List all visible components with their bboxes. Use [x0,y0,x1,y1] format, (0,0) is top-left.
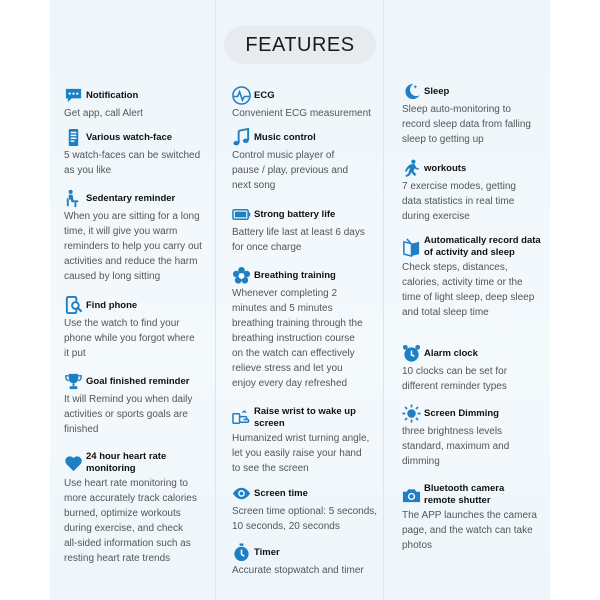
alarm-clock-icon [402,344,421,363]
feature-description-line: Use the watch to find your [64,318,180,329]
feature-battery [232,205,382,255]
feature-moon [402,82,552,147]
feature-description-line: during exercise, and check [64,523,183,534]
battery-icon [232,205,251,224]
feature-description-line: data statistics in real time [402,196,515,207]
feature-camera [402,483,552,553]
feature-title [424,235,541,259]
feature-description-line: Get app, call Alert [64,108,143,119]
feature-title-line: Raise wrist to wake up screen [254,406,356,429]
feature-description-line: record sleep data from falling [402,119,531,130]
feature-title-line: Goal finished reminder [86,375,190,387]
feature-title [424,408,499,420]
feature-description-line: three brightness levels [402,426,503,437]
trophy-icon [64,372,83,391]
feature-description [402,508,552,553]
feature-description [402,179,552,224]
feature-title [254,547,280,559]
column-divider-right [383,0,384,600]
watch-face-icon [64,128,83,147]
ecg-icon [232,86,251,105]
feature-header [232,406,382,430]
feature-sitting-person [64,189,214,284]
feature-description [64,106,214,121]
feature-description-line: activities and reduce the harm [64,256,198,267]
feature-description-line: time, it will give you warm [64,226,178,237]
feature-title-line: Bluetooth camera [424,483,505,494]
sun-icon [402,404,421,423]
feature-title [254,90,275,102]
music-note-icon [232,128,251,147]
feature-header [64,372,214,391]
feature-stopwatch [232,543,382,578]
feature-title-line: Sedentary reminder [86,192,176,204]
feature-description [64,392,214,437]
feature-title-line: Screen Dimming [424,407,499,419]
feature-description [232,286,382,391]
feature-find-phone [64,296,214,361]
feature-ecg [232,86,382,121]
feature-description-line: 7 exercise modes, getting [402,181,516,192]
feature-description [64,148,214,178]
feature-description [64,209,214,284]
feature-chat [64,86,214,121]
feature-description-line: phone while you forgot where [64,333,195,344]
feature-description-line: reminders to help you carry out [64,241,202,252]
feature-description [402,424,552,469]
feature-description [232,106,382,121]
feature-header [402,82,552,101]
feature-description [232,148,382,193]
eye-icon [232,484,251,503]
feature-description-line: more accurately track calories [64,493,197,504]
feature-title [86,132,172,144]
feature-title-line: Automatically record data [424,235,541,246]
feature-header [402,235,552,259]
feature-trophy [64,372,214,437]
feature-title [86,376,189,388]
feature-header [64,296,214,315]
feature-title-line: Alarm clock [424,347,478,359]
feature-title-line: Music control [254,131,316,143]
feature-eye [232,484,382,534]
raise-wrist-icon [232,409,251,428]
feature-title [254,132,316,144]
feature-title [254,270,336,282]
feature-description-line: Convenient ECG measurement [232,108,371,119]
feature-header [232,86,382,105]
feature-description [232,563,382,578]
feature-description [402,102,552,147]
feature-description [402,364,552,394]
feature-header [402,159,552,178]
feature-title [86,90,138,102]
feature-title [254,406,382,430]
feature-description-line: Check steps, distances, [402,262,508,273]
feature-title-line: workouts [424,162,467,174]
feature-title [86,451,214,475]
feature-description-line: 10 seconds, 20 seconds [232,521,340,532]
feature-title [254,209,335,221]
feature-watch-face [64,128,214,178]
feature-description-line: calories, activity time or the [402,277,523,288]
feature-header [64,451,214,475]
feature-description-line: pause / play, previous and [232,165,349,176]
feature-header [232,128,382,147]
feature-description-line: relieve stress and let you [232,363,343,374]
feature-title [424,483,504,507]
feature-description [64,316,214,361]
feature-description [232,504,382,534]
moon-icon [402,82,421,101]
feature-description-line: photos [402,540,433,551]
sitting-person-icon [64,189,83,208]
feature-header [64,189,214,208]
feature-header [64,128,214,147]
feature-title [86,300,137,312]
feature-header [402,483,552,507]
feature-description-line: breathing instruction course [232,333,355,344]
feature-description [232,225,382,255]
heart-icon [64,454,83,473]
feature-description-line: activities or sports goals are [64,409,188,420]
chat-icon [64,86,83,105]
feature-description [402,260,552,320]
feature-description-line: next song [232,180,276,191]
feature-title-line: Various watch-face [86,131,173,143]
feature-description-line: all-sided information such as [64,538,191,549]
feature-title [86,193,175,205]
feature-title-line: 24 hour heart rate monitoring [86,451,167,474]
feature-description-line: and total sleep time [402,307,489,318]
feature-title-line: remote shutter [424,495,491,506]
feature-title [424,348,478,360]
feature-description-line: 5 watch-faces can be switched [64,150,201,161]
feature-title-line: Strong battery life [254,208,336,220]
feature-description-line: standard, maximum and [402,441,510,452]
feature-description-line: Whenever completing 2 [232,288,338,299]
feature-breathing-flower [232,266,382,391]
page-title: FEATURES [245,33,355,56]
feature-description-line: time of light sleep, deep sleep [402,292,535,303]
column-divider-left [215,0,216,600]
feature-description-line: to see the screen [232,463,309,474]
feature-header [402,404,552,423]
feature-description-line: enjoy every day refreshed [232,378,348,389]
feature-description-line: page, and the watch can take [402,525,533,536]
feature-description-line: Humanized wrist turning angle, [232,433,370,444]
feature-title-line: Notification [86,89,139,101]
feature-title [424,163,466,175]
feature-header [232,484,382,503]
feature-description-line: Screen time optional: 5 seconds, [232,506,378,517]
breathing-flower-icon [232,266,251,285]
feature-book [402,235,552,320]
feature-description-line: breathing training through the [232,318,363,329]
stopwatch-icon [232,543,251,562]
feature-title-line: Sleep [424,85,450,97]
feature-description-line: resting heart rate trends [64,553,171,564]
find-phone-icon [64,296,83,315]
feature-description-line: sleep to getting up [402,134,484,145]
feature-description-line: When you are sitting for a long [64,211,200,222]
feature-sun [402,404,552,469]
feature-description-line: The APP launches the camera [402,510,537,521]
feature-description-line: burned, optimize workouts [64,508,181,519]
feature-description-line: during exercise [402,211,470,222]
feature-header [64,86,214,105]
feature-description-line: different reminder types [402,381,507,392]
feature-title-line: Screen time [254,487,308,499]
feature-description-line: for once charge [232,242,302,253]
feature-description-line: it put [64,348,86,359]
feature-description-line: It will Remind you when daily [64,394,193,405]
title-pill [224,26,376,64]
feature-title [254,488,308,500]
feature-description-line: caused by long sitting [64,271,161,282]
feature-heart [64,451,214,566]
feature-description-line: 10 clocks can be set for [402,366,508,377]
feature-description-line: on the watch can effectively [232,348,355,359]
feature-description [64,476,214,566]
feature-description-line: let you easily raise your hand [232,448,362,459]
feature-title-line: ECG [254,89,275,101]
feature-description-line: dimming [402,456,440,467]
camera-icon [402,486,421,505]
feature-alarm-clock [402,344,552,394]
feature-raise-wrist [232,406,382,476]
feature-description-line: Sleep auto-monitoring to [402,104,511,115]
feature-description-line: Control music player of [232,150,335,161]
feature-description-line: minutes and 5 minutes [232,303,333,314]
feature-title-line: Timer [254,546,280,558]
feature-header [232,205,382,224]
feature-description-line: as you like [64,165,112,176]
feature-description-line: Use heart rate monitoring to [64,478,188,489]
feature-description-line: Accurate stopwatch and timer [232,565,364,576]
feature-header [402,344,552,363]
running-person-icon [402,159,421,178]
feature-music-note [232,128,382,193]
feature-running-person [402,159,552,224]
book-icon [402,238,421,257]
feature-description-line: Battery life last at least 6 days [232,227,365,238]
feature-description [232,431,382,476]
feature-header [232,543,382,562]
feature-title [424,86,449,98]
feature-title-line: Breathing training [254,269,336,281]
feature-header [232,266,382,285]
feature-title-line: of activity and sleep [424,247,515,258]
feature-description-line: finished [64,424,99,435]
feature-title-line: Find phone [86,299,138,311]
